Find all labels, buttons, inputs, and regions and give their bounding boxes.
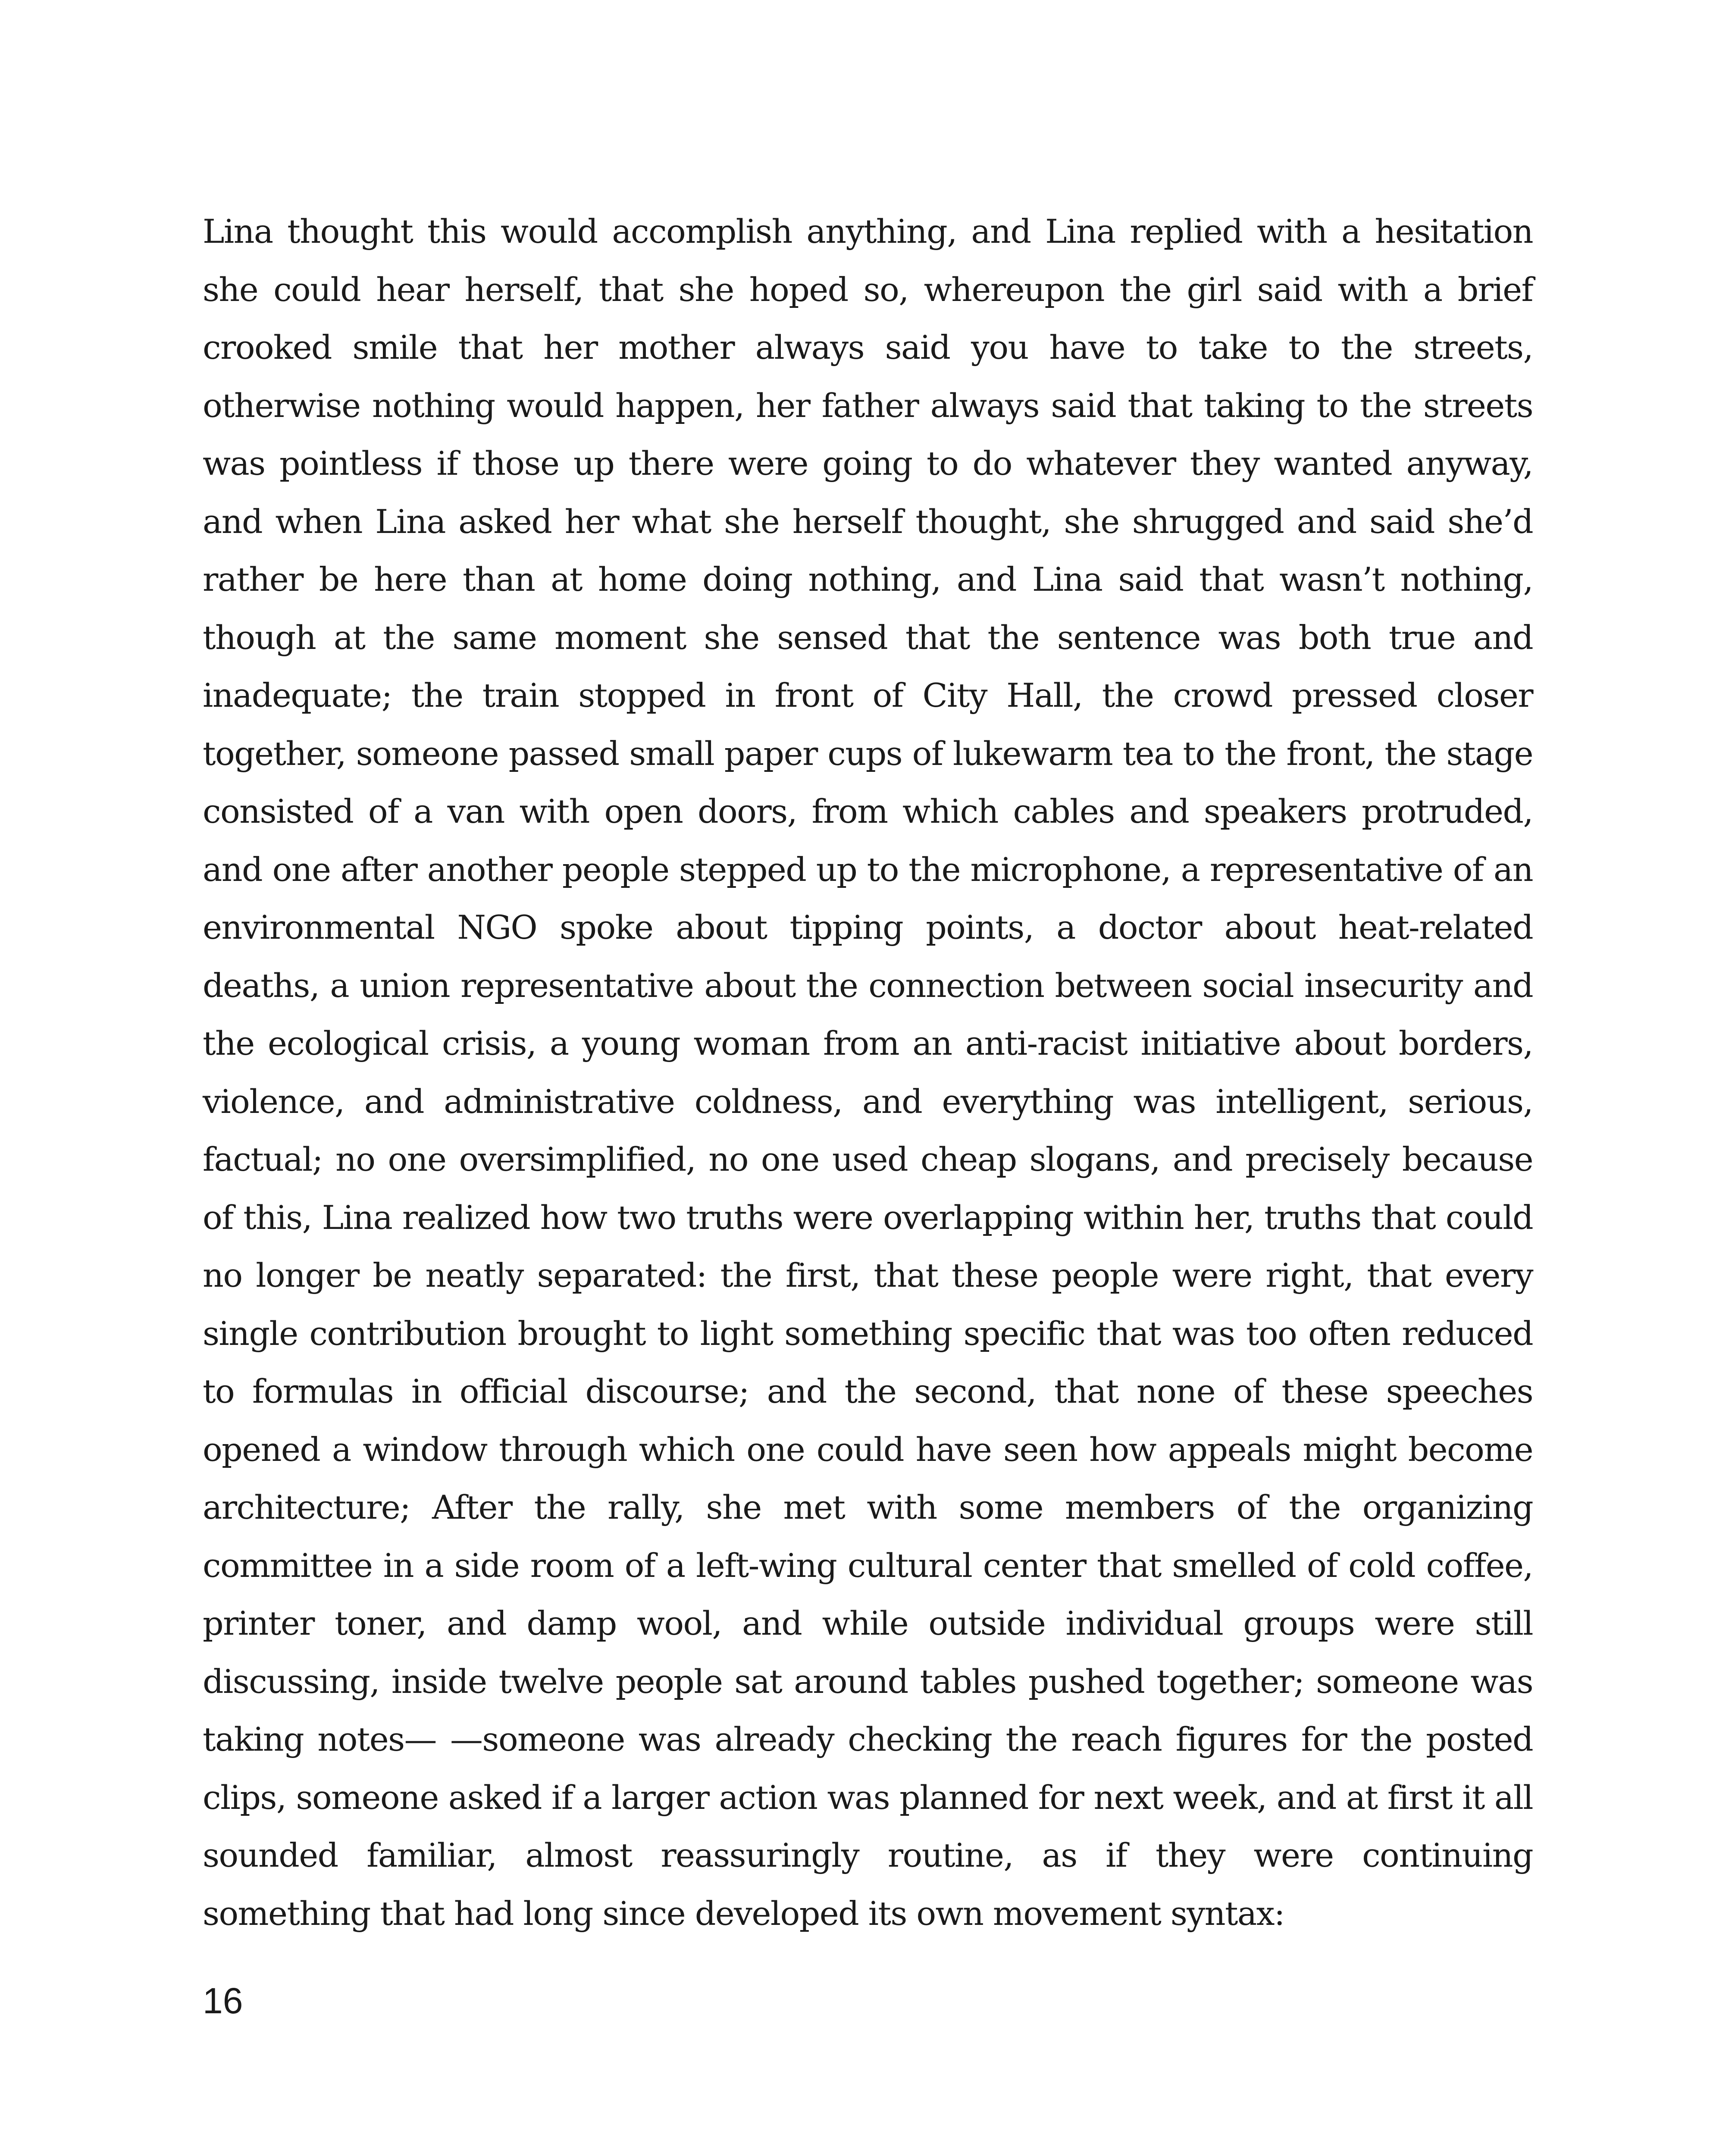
page-number: 16: [203, 1981, 243, 2021]
body-paragraph: Lina thought this would accomplish anything, and Lina replied with a hesitation she could hear herself, that she hoped so, whereupon the girl said with a brief crooked smile that her mother always said you have to take to the streets, otherwise nothing would happen, her father always said that taking to the streets was pointless if those up there were going to do whatever they wanted anyway, and when Lina asked her what she herself thought, she shrugged and said she’d rather be here than at home doing nothing, and Lina said that wasn’t nothing, though at the same moment she sensed that the sentence was both true and inadequate; the train stopped in front of City Hall, the crowd pressed closer together, someone passed small paper cups of lukewarm tea to the front, the stage consisted of a van with open doors, from which cables and speakers protruded, and one after another people stepped up to the microphone, a representative of an environmental NGO spoke about tipping points, a doctor about heat-related deaths, a union representative about the connection between social insecurity and the ecological crisis, a young woman from an anti-racist initiative about borders, violence, and administrative coldness, and everything was intelligent, serious, factual; no one oversimplified, no one used cheap slogans, and precisely because of this, Lina realized how two truths were overlapping within her, truths that could no longer be neatly separated: the first, that these people were right, that every single contribution brought to light something specific that was too often reduced to formulas in official discourse; and the second, that none of these speeches opened a window through which one could have seen how appeals might become architecture; After the rally, she met with some members of the organizing committee in a side room of a left-wing cultural center that smelled of cold coffee, printer toner, and damp wool, and while outside individual groups were still discussing, inside twelve people sat around tables pushed together; someone was taking notes— —someone was already checking the reach figures for the posted clips, someone asked if a larger action was planned for next week, and at first it all sounded familiar, almost reassuringly routine, as if they were continuing something that had long since developed its own movement syntax:: [203, 212, 1533, 1933]
